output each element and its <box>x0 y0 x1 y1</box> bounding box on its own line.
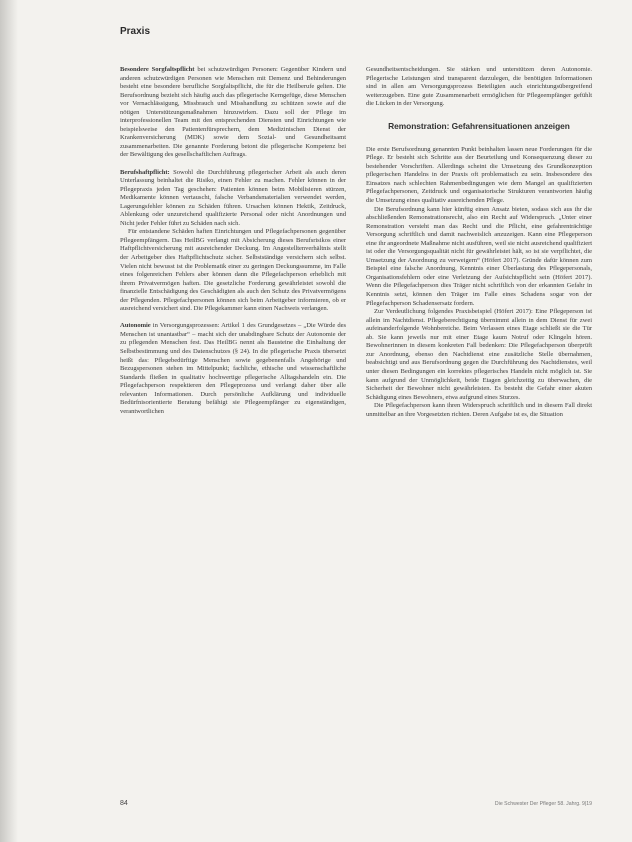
page-number: 84 <box>120 800 128 807</box>
paragraph-text: Sowohl die Durchführung pflegerischer Arbeit als auch deren Unterlassung beinhaltet die Risiko, einen Fehler zu machen. Fehler können in der Pflegepraxis jeden Tag geschehen: Patienten können beim Mobilisieren stürzen, Medikamente können vertauscht, falsche Verbandsmaterialien verwendet werden, Lagerungsfehler können zu Schäden führen. Ursachen können Hektik, Zeitdruck, Ablenkung oder unzureichend qualifizierte Personal oder nicht Anordnungen und Nicht jeder Fehler führt zu Schäden nach sich. <box>120 168 346 227</box>
paragraph-lead: Berufshaftpflicht: <box>120 168 170 176</box>
paragraph-lead: Besondere Sorgfaltspflicht <box>120 66 195 73</box>
paragraph-remonstration-intro <box>366 146 592 206</box>
paragraph-autonomie <box>120 322 346 416</box>
paragraph-sorgfaltspflicht <box>120 66 346 160</box>
paragraph-berufshaftpflicht <box>120 169 346 229</box>
paragraph-text: Die Berufsordnung kann hier künftig einen Ansatz bieten, sodass sich aus ihr die abschließenden Remonstrationsrecht, also ein Recht auf Widerspruch. „Unter einer Remonstration versteht man das Recht und die Pflicht, eine gefahrenträchtige Versorgung schriftlich und damit nachweislich anzuzeigen. Kann eine Pflegeperson eine ihr angeordnete Maßnahme nicht ausführen, weil sie nicht ausreichend qualifiziert ist oder die Versorgungsqualität nicht für gewährleistet hält, so ist sie verpflichtet, die Umsetzung der Anordnung zu verweigern“ (Höfert 2017). Gründe dafür können zum Beispiel eine falsche Anordnung, Kenntnis einer Überlastung des Pflegepersonals, Organisationsfehlern oder eine Verletzung der Aufsichtspflicht sein (Höfert 2017). Wenn die Pflegefachperson dies Träger nicht schriftlich von der erkannten Gefahr in Kenntnis setzt, können den Träger im Falle eines Schadens sogar von der Pflegefachperson Schadensersatz fordern. <box>366 205 592 307</box>
paragraph-praxisbeispiel <box>366 308 592 402</box>
left-column <box>120 66 346 416</box>
section-heading: Remonstration: Gefahrensituationen anzeigen <box>388 120 570 131</box>
paragraph-text: Zur Verdeutlichung folgendes Praxisbeispiel (Höfert 2017): Eine Pflegeperson ist allein im Nachtdienst. Pflegeberechtigung übernimmt allein in dem Dienst für zwei aufeinanderfolgende Wohnbereiche. Beim Verlassen eines Etage schließt sie die Tür ab. Sie kann jeweils nur mit einer Etage kaum Notruf oder Klingeln hören. Bewohnerinnen in diesem konkreten Fall bedenken: Die Pflegefachperson überprüft zur Anordnung, ebenso den Nachtdienst eine zusätzliche Stelle übernahmen, beabsichtigt und aus Berufsordnung gegen die Durchführung des Nachtdienstes, weil unter diesen Bedingungen ein korrektes pflegerisches Handeln nicht möglich ist. Sie kann aufgrund der Unmöglichkeit, beide Etagen gleichzeitig zu überwachen, die Sicherheit der Bewohner nicht gewährleisten. Es besteht die Gefahr einer akuten Schädigung eines Bewohners, etwa aufgrund eines Sturzes. <box>366 308 592 401</box>
right-column <box>366 66 592 419</box>
paragraph-text: bei schutzwürdigen Personen: Gegenüber Kindern und anderen schutzwürdigen Personen wie Menschen mit Demenz und Behinderungen besteht eine besondere berufliche Sorgfaltspflicht, die für die Heilberufe gelten. Die Berufsordnung bezieht sich häufig auch das pflegerische Kerngefüge, diese Menschen vor Vernachlässigung, Missbrauch und Misshandlung zu schützen sowie auf die nötigen Unterstützungsmaßnahmen hinzuwirken. Dazu soll der Pflege im interprofessionellen Team mit den entsprechenden Diensten und Einrichtungen wie beispielsweise den Patientenfürsprechern, dem Medizinischen Dienst der Krankenversicherung (MDK) sowie dem Sozial- und Gesundheitsamt zusammenarbeiten. Die genannte Forderung betont die pflegerische Kompetenz bei der Bewältigung des gesellschaftlichen Auftrags. <box>120 66 346 159</box>
paragraph-remonstration-definition <box>366 206 592 309</box>
paragraph-text: Die erste Berufsordnung genannten Punkt beinhalten lassen neue Forderungen für die Pflege. Er besteht sich Schritte aus der Beurteilung und Konsequenzung dieser zu bestehender Vorschriften. Allerdings scheint die Umsetzung des Grundkonzeption pflegerischen Handelns in der Praxis oft problematisch zu sein. Insbesondere des Einsatzes nach schlechten Rahmenbedingungen wie dem Mangel an qualifizierten Pflegefachpersonen, Zeitdruck und organisatorische Strukturen verantworten häufig die Umsetzung eines qualitativ ausreichenden Pflege. <box>366 145 592 205</box>
paragraph-text: Für entstandene Schäden haften Einrichtungen und Pflegefachpersonen gegenüber Pflegeempfängern. Das HeilBG verlangt mit Absicherung dieses Berufsrisikos einer Haftpflichtversicherung mit ausreichender Deckung. Im Angestelltenverhältnis stellt der Arbeitgeber dies Haftpflichtschutz sicher. Selbstständige versichern sich selbst. Vielen nicht bewusst ist die Problematik einer zu geringen Deckungssumme, im Falle eines folgenreichen Fehlers aber können dann die Pflegefachperson erheblich mit ihrem Privatvermögen haften. Die gesetzliche Forderung gewährleistet sowohl die finanzielle Entschädigung des Geschädigten als auch den Schutz des Privatvermögens der Pflegenden. Pflegefachpersonen können sich beim Arbeitgeber informieren, ob er ausreichend versichert sind. Die Pflegekammer kann einen Nachweis verlangen. <box>120 228 346 313</box>
paragraph-text: Gesundheitsentscheidungen. Sie stärken und unterstützen deren Autonomie. Pflegerische Leistungen sind transparent darzulegen, die benötigten Informationen sind in allen am Versorgungsprozess Beteiligten auch einrichtungsübergreifend weiterzugeben. Eine gute Zusammenarbeit ermöglichen für Pflegeempfänger gefühlt die Lücken in der Versorgung. <box>366 66 592 108</box>
section-label: Praxis <box>120 26 151 37</box>
paragraph-widerspruch <box>366 402 592 419</box>
paragraph-text: Die Pflegefachperson kann ihren Widerspruch schriftlich und in diesem Fall direkt unmittelbar an ihre Vorgesetzten richten. Deren Aufgabe ist es, die Situation <box>366 402 592 418</box>
paragraph-haftung <box>120 228 346 313</box>
paragraph-autonomie-cont <box>366 66 592 109</box>
paragraph-lead: Autonomie <box>120 322 151 330</box>
paragraph-text: in Versorgungsprozessen: Artikel 1 des Grundgesetzes – „Die Würde des Menschen ist unantastbar“ – macht sich der unabdingbare Schutz der Autonomie der zu pflegenden Menschen fest. Das HeilBG nennt als Bausteine die Einhaltung der Selbstbestimmung und des Datenschutzes (§ 24). In die pflegerische Praxis übersetzt heißt das: Pflegebedürftige Menschen sowie gegebenenfalls Angehörige und Bezugspersonen stehen im Mittelpunkt; fachliche, ethische und wissenschaftliche Standards fließen in qualitativ hochwertige pflegerische Alltagshandeln ein. Die Pflegefachperson respektieren den Pflegeprozess und verlangt daher über alle relevanten Informationen. Durch persönliche Aufklärung und individuelle Bedürfnisorientierte Beratung befähigt sie Pflegeempfänger zu eigenständigen, verantwortlichen <box>120 322 346 415</box>
journal-footer: Die Schwester Der Pfleger 58. Jahrg. 9|19 <box>494 801 592 807</box>
page-shadow <box>0 0 18 842</box>
